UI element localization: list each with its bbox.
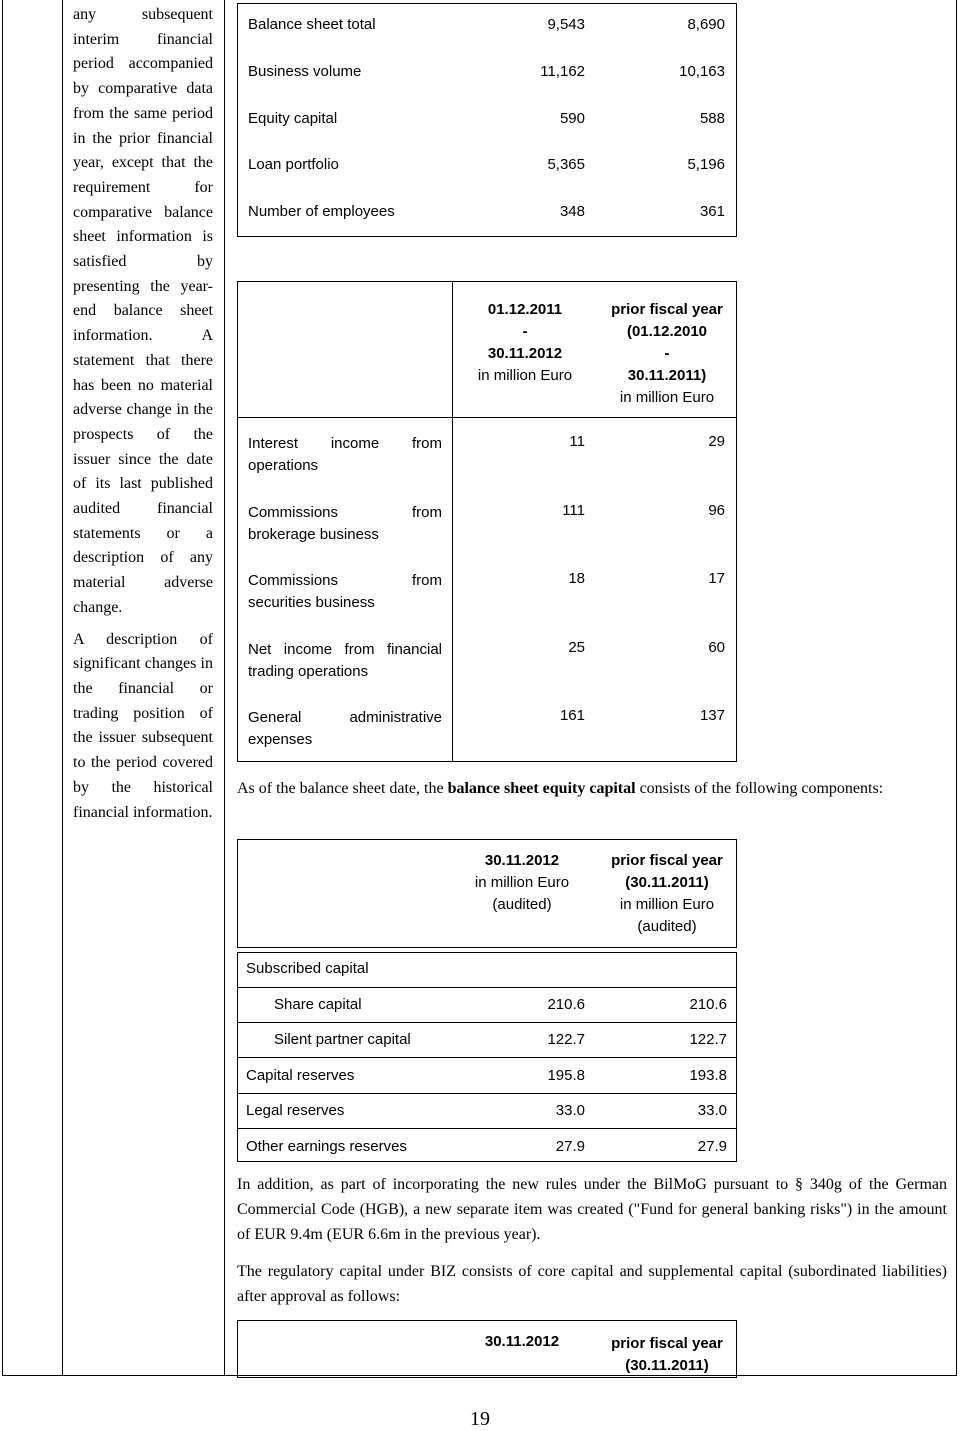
- income-row-current: 25: [568, 638, 585, 656]
- left-para-2: A description of significant changes in the financial or trading position of the issuer subsequent to the period covered by the historical financial information.: [73, 630, 213, 821]
- equity-row-current: 210.6: [547, 996, 585, 1013]
- column-divider-middle: [224, 0, 225, 1376]
- key-figure-label: Business volume: [248, 62, 362, 80]
- equity-row-prior: 33.0: [697, 1102, 727, 1119]
- equity-row-prior: 210.6: [689, 996, 727, 1013]
- income-row-prior: 17: [708, 570, 725, 588]
- equity-row-current: 27.9: [555, 1138, 585, 1155]
- equity-col1-header: 30.11.2012 in million Euro (audited): [474, 852, 570, 913]
- income-row-label-line1: Commissions from: [248, 572, 442, 590]
- equity-row-label: Share capital: [274, 996, 362, 1013]
- equity-row-prior: 122.7: [689, 1031, 727, 1048]
- key-figure-prior: 361: [699, 203, 725, 221]
- income-row-current: 18: [568, 570, 585, 588]
- key-figure-label: Loan portfolio: [248, 156, 339, 174]
- equity-rule-5: [237, 1128, 737, 1129]
- income-row-label-line1: Interest income from: [248, 435, 442, 452]
- key-figure-prior: 588: [699, 109, 725, 127]
- key-figure-prior: 5,196: [687, 156, 725, 174]
- equity-row-label: Legal reserves: [246, 1102, 345, 1119]
- reg-col1-header: 30.11.2012: [484, 1333, 560, 1350]
- income-row-label-line2: operations: [248, 457, 319, 474]
- income-row-prior: 60: [708, 638, 725, 656]
- key-figure-current: 5,365: [547, 156, 585, 174]
- left-para-1: any subsequent interim financial period accompanied by comparative data from the same period in the prior financial year, except that the requirement for comparative balance sheet information is satisfied by presenting the year-end balance sheet information. A statement that there has been no material adverse change in the prospects of the issuer since the date of its last published audited financial statements or a description of any material adverse change.: [73, 6, 213, 616]
- page-number: 19: [470, 1408, 490, 1430]
- income-row-current: 111: [562, 501, 585, 519]
- income-row-prior: 29: [708, 433, 725, 450]
- equity-row-label: Capital reserves: [246, 1067, 355, 1084]
- key-figure-current: 9,543: [547, 16, 585, 33]
- reg-col2-header: prior fiscal year (30.11.2011): [611, 1335, 723, 1374]
- equity-row-current: 195.8: [547, 1067, 585, 1084]
- income-row-prior: 137: [699, 707, 725, 725]
- equity-rule-4: [237, 1093, 737, 1094]
- equity-rule-1: [237, 987, 737, 988]
- equity-row-prior: 193.8: [689, 1067, 727, 1084]
- key-figure-prior: 8,690: [687, 16, 725, 33]
- regulatory-paragraph: The regulatory capital under BIZ consists of core capital and supplemental capital (subordinated liabilities) after approval as follows:: [237, 1263, 947, 1305]
- left-column: [73, 3, 213, 825]
- income-row-label-line1: Net income from financial: [248, 640, 442, 658]
- income-row-current: 11: [569, 433, 585, 450]
- key-figure-label: Equity capital: [248, 109, 338, 127]
- income-row-current: 161: [559, 707, 585, 725]
- equity-row-label: Silent partner capital: [274, 1031, 411, 1048]
- income-row-label-line2: expenses: [248, 731, 313, 749]
- income-col2-header: prior fiscal year (01.12.2010 - 30.11.2011) in million Euro: [611, 301, 723, 406]
- equity-col2-header: prior fiscal year (30.11.2011) in million Euro (audited): [611, 852, 723, 935]
- income-row-label-line2: trading operations: [248, 662, 369, 680]
- income-table-divider: [452, 281, 453, 762]
- subscribed-capital-label: Subscribed capital: [246, 960, 369, 977]
- key-figure-current: 348: [559, 203, 585, 221]
- income-row-label: [248, 502, 442, 546]
- equity-intro: As of the balance sheet date, the balance sheet equity capital consists of the following components:: [237, 780, 884, 797]
- equity-row-prior: 27.9: [697, 1138, 727, 1155]
- income-row-label: [248, 707, 442, 751]
- income-row-label: [248, 433, 442, 477]
- equity-row-label: Other earnings reserves: [246, 1138, 407, 1155]
- key-figure-label: Balance sheet total: [248, 16, 376, 33]
- equity-rule-2: [237, 1022, 737, 1023]
- income-row-label-line2: brokerage business: [248, 525, 379, 543]
- bilmog-paragraph: In addition, as part of incorporating the new rules under the BilMoG pursuant to § 340g of the German Commercial Code (HGB), a new separate item was created ("Fund for general banking risks") in the amount of EUR 9.4m (EUR 6.6m in the previous year).: [237, 1176, 947, 1243]
- key-figure-label: Number of employees: [248, 203, 395, 221]
- column-divider-left: [62, 0, 63, 1376]
- income-row-label: [248, 570, 442, 614]
- key-figure-prior: 10,163: [679, 62, 725, 80]
- key-figure-current: 11,162: [540, 62, 585, 80]
- income-row-label-line2: securities business: [248, 594, 375, 612]
- equity-row-current: 33.0: [555, 1102, 585, 1119]
- income-row-label: [248, 639, 442, 683]
- income-row-label-line1: General administrative: [248, 709, 442, 727]
- income-row-prior: 96: [708, 501, 725, 519]
- income-col1-header: 01.12.2011 - 30.11.2012 in million Euro: [477, 301, 573, 384]
- key-figure-current: 590: [559, 109, 585, 127]
- equity-rule-3: [237, 1057, 737, 1058]
- income-row-label-line1: Commissions from: [248, 503, 442, 521]
- equity-row-current: 122.7: [547, 1031, 585, 1048]
- income-table-header-rule: [237, 417, 737, 418]
